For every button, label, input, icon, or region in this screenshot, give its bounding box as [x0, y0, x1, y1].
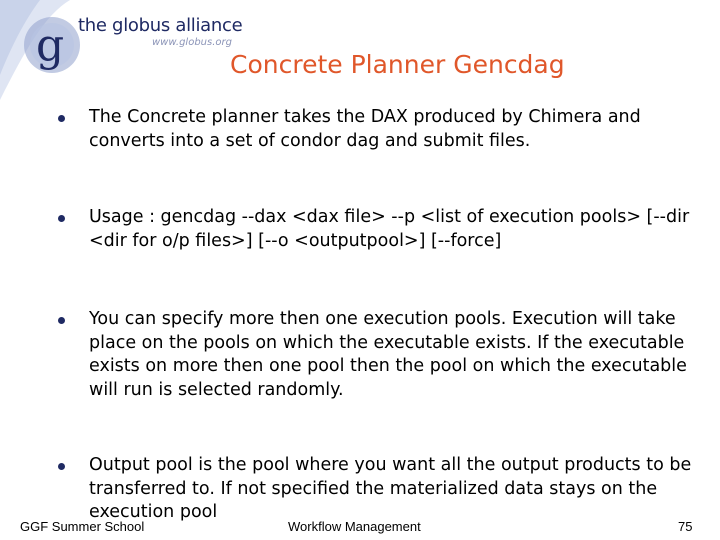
- bullet-dot-icon: [58, 463, 65, 470]
- bullet-text: Usage : gencdag --dax <dax file> --p <list of execution pools> [--dir <dir for o/p files>] [--o <outputpool>] [--force]: [89, 207, 690, 251]
- bullet-dot-icon: [58, 317, 65, 324]
- bullet-text: Output pool is the pool where you want all the output products to be transferred to. If not specified the materialized data stays on the execution pool: [89, 455, 692, 522]
- footer-page-number: 75: [678, 519, 693, 534]
- logo-url: www.globus.org: [152, 37, 232, 48]
- bullet-dot-icon: [58, 215, 65, 222]
- footer-center: Workflow Management: [288, 519, 421, 534]
- slide-title: Concrete Planner Gencdag: [230, 50, 565, 79]
- bullet-text: The Concrete planner takes the DAX produced by Chimera and converts into a set of condor dag and submit files.: [89, 107, 641, 151]
- logo-name: the globus alliance: [78, 15, 243, 36]
- footer-left: GGF Summer School: [20, 519, 145, 534]
- bullet-text: You can specify more then one execution pools. Execution will take place on the pools on which the executable exists. If the executable exists on more then one pool then the pool on which the executable will run is selected randomly.: [89, 309, 687, 400]
- logo-mark: g: [36, 20, 65, 71]
- bullet-dot-icon: [58, 115, 65, 122]
